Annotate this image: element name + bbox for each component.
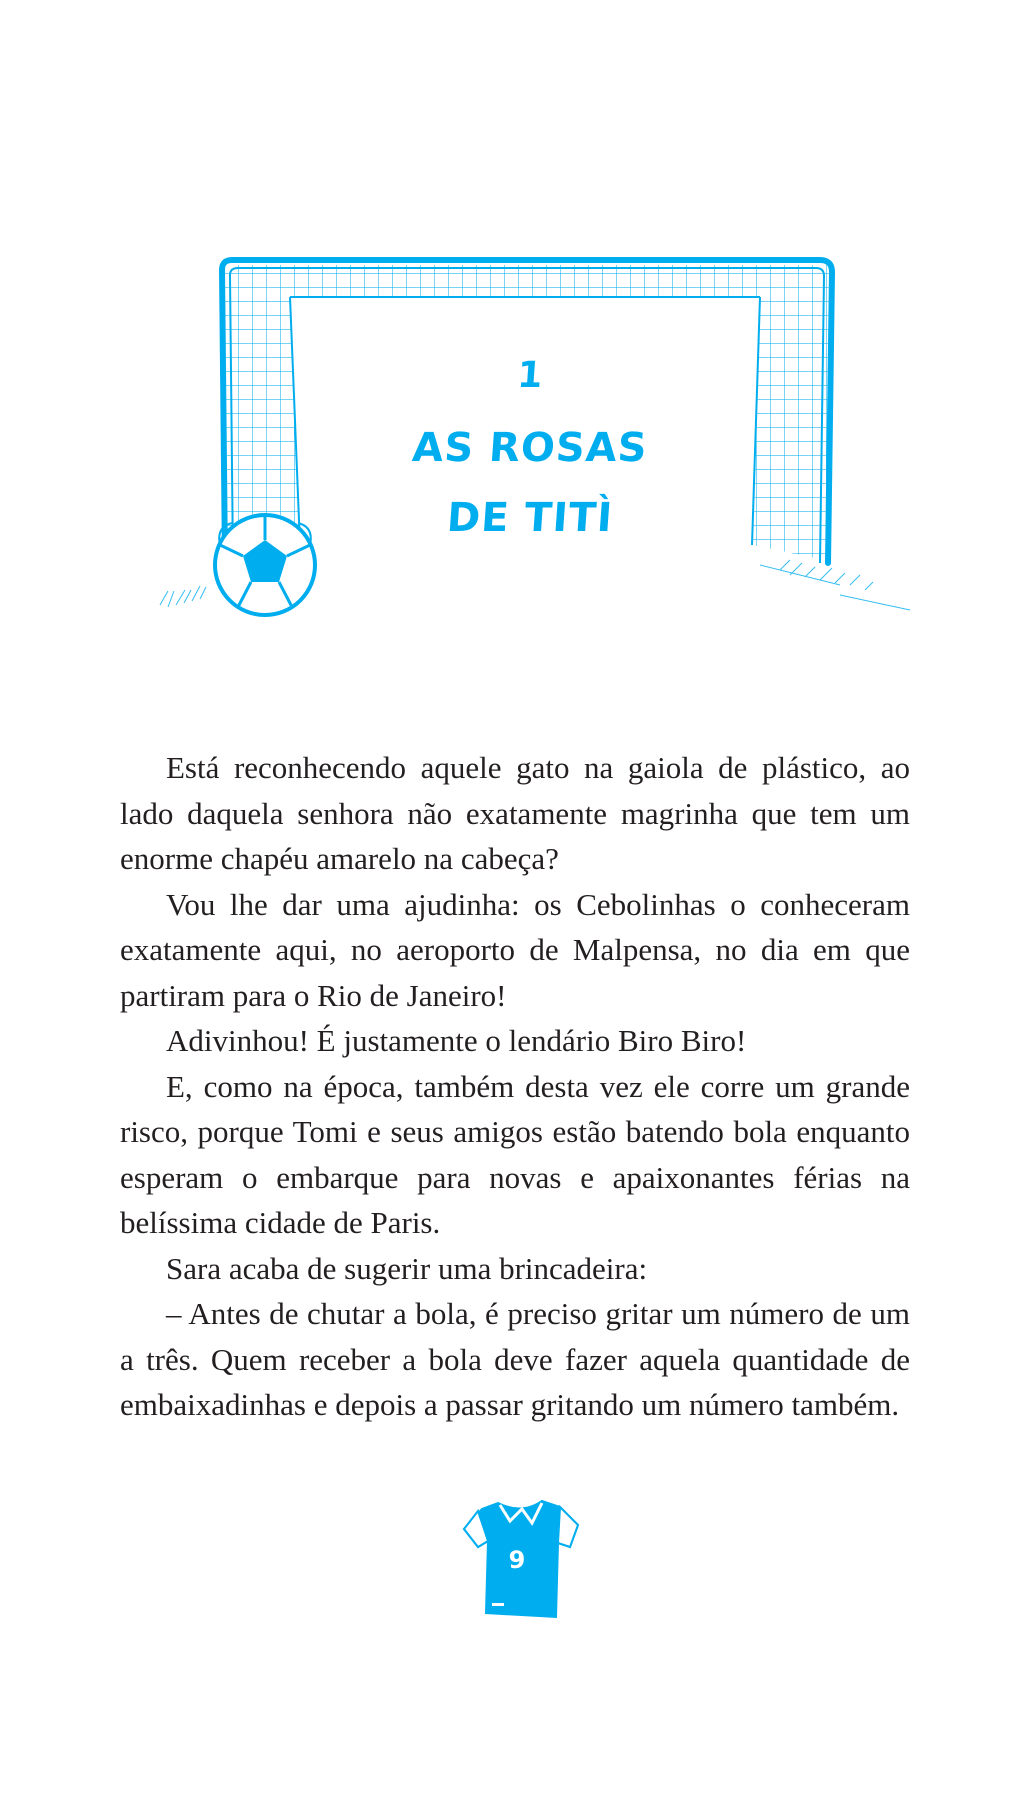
chapter-number: 1 bbox=[516, 355, 544, 396]
chapter-title-line: AS ROSAS bbox=[410, 425, 650, 471]
body-text bbox=[120, 745, 910, 1428]
paragraph: Sara acaba de sugerir uma brincadeira: bbox=[166, 1250, 648, 1286]
paragraph: Adivinhou! É justamente o lendário Biro Biro! bbox=[166, 1023, 747, 1058]
paragraph: E, como na época, também desta vez ele corre um grande risco, porque Tomi e seus amigos estão batendo bola enquanto esperam o embarque para novas e apaixonantes férias na belíssima cidade de Paris. bbox=[120, 1068, 910, 1240]
soccer-ball-icon bbox=[215, 515, 315, 615]
page-number: 9 bbox=[508, 1546, 526, 1574]
paragraph: – Antes de chutar a bola, é preciso gritar um número de um a três. Quem receber a bola deve fazer aquela quantidade de embaixadinhas e depois a passar gritando um número também. bbox=[120, 1296, 910, 1422]
chapter-title-line: DE TITÌ bbox=[445, 495, 615, 541]
paragraph: Vou lhe dar uma ajudinha: os Cebolinhas o conheceram exatamente aqui, no aeroporto de Malpensa, no dia em que partiram para o Rio de Janeiro! bbox=[120, 886, 910, 1013]
paragraph: Está reconhecendo aquele gato na gaiola de plástico, ao lado daquela senhora não exatamente magrinha que tem um enorme chapéu amarelo na cabeça? bbox=[120, 750, 910, 876]
